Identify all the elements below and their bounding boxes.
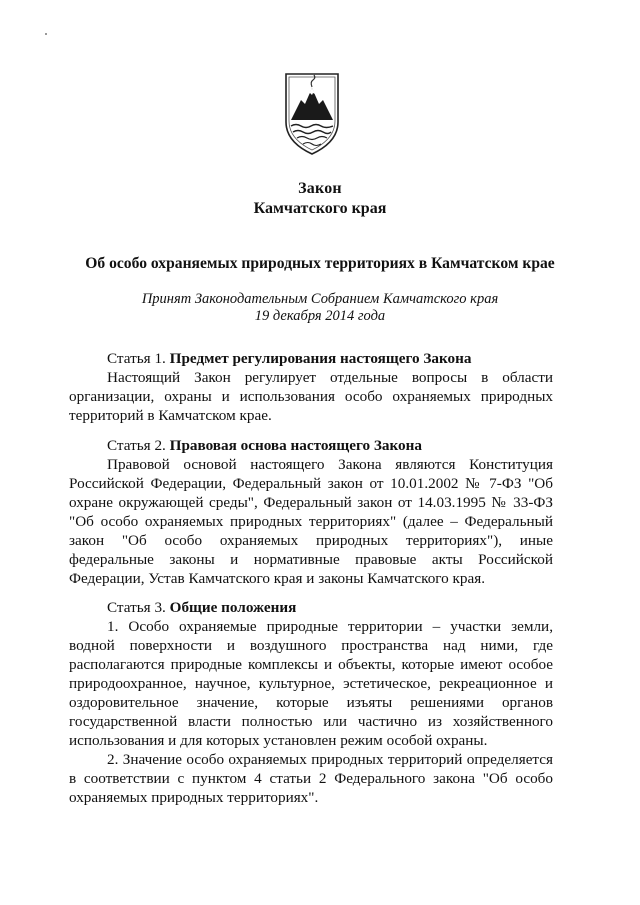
adoption-date: 19 декабря 2014 года (254, 308, 386, 324)
document-title: Об особо охраняемых природных территориях в Камчатском крае (85, 255, 555, 272)
article-number: Статья 3. (107, 599, 170, 616)
article-heading (69, 598, 553, 617)
article-number: Статья 1. (107, 350, 170, 367)
article-paragraph: 2. Значение особо охраняемых природных территорий определяется в соответствии с пунктом 4 статьи 2 Федерального закона "Об особо охраняемых природных территориях". (69, 751, 553, 806)
article-title: Правовая основа настоящего Закона (169, 437, 422, 454)
article-title: Общие положения (169, 599, 297, 616)
article-3 (69, 598, 553, 807)
kamchatka-coat-of-arms-icon (283, 70, 341, 156)
article-paragraph: Настоящий Закон регулирует отдельные вопросы в области организации, охраны и использования особо охраняемых природных территорий в Камчатском крае. (69, 369, 553, 424)
article-number: Статья 2. (107, 437, 170, 454)
scan-speck (45, 33, 47, 35)
article-paragraph: 1. Особо охраняемые природные территории – участки земли, водной поверхности и воздушного пространства над ними, где располагаются природные комплексы и объекты, которые имеют особое природоохранное, научное, культурное, эстетическое, рекреационное и оздоровительное значение, которые изъяты решениями органов государственной власти полностью или частично из хозяйственного использования и для которых установлен режим особой охраны. (69, 618, 553, 749)
law-label: Закон (298, 180, 342, 197)
article-paragraph: Правовой основой настоящего Закона являются Конституция Российской Федерации, Федеральный закон от 10.01.2002 № 7-ФЗ "Об охране окружающей среды", Федеральный закон от 14.03.1995 № 33-ФЗ "Об особо охраняемых природных территориях" (далее – Федеральный закон "Об особо охраняемых природных территориях"), иные федеральные законы и нормативные правовые акты Российской Федерации, Устав Камчатского края и законы Камчатского края. (69, 456, 553, 587)
article-2 (69, 436, 553, 588)
article-heading (69, 436, 553, 455)
article-title: Предмет регулирования настоящего Закона (169, 350, 472, 367)
article-1 (69, 349, 553, 425)
region-label: Камчатского края (253, 200, 387, 217)
adoption-line: Принят Законодательным Собранием Камчатского края (141, 291, 499, 307)
article-heading (69, 349, 553, 368)
